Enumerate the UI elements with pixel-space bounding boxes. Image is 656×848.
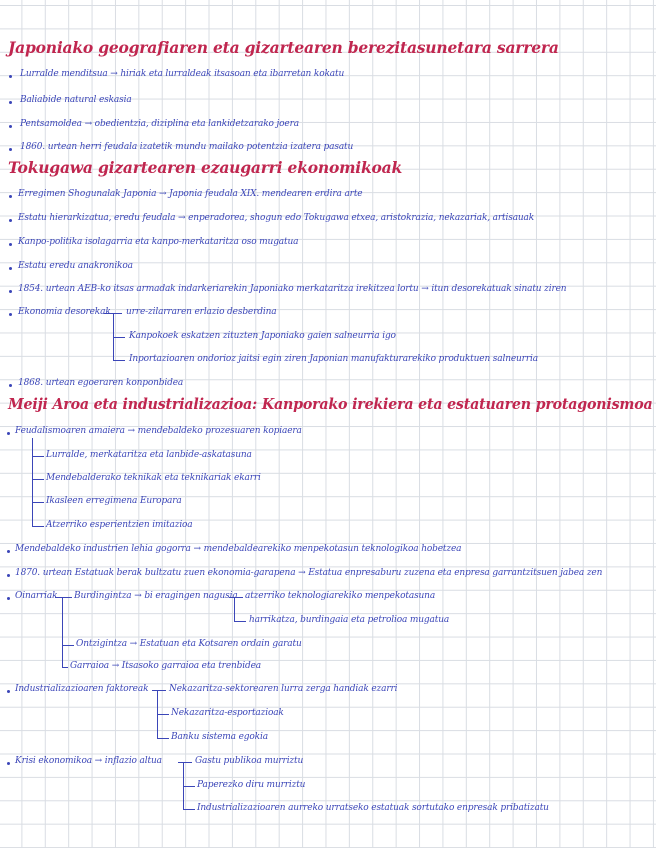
branch-line (62, 597, 63, 667)
note-line: Lurralde, merkataritza eta lanbide-askatasuna (46, 450, 252, 460)
bullet-dot (9, 125, 12, 128)
bullet-dot (7, 550, 10, 553)
note-line: Kanpokoek eskatzen zituzten Japoniako gaien salneurria igo (129, 331, 396, 341)
note-line: urre-zilarraren erlazio desberdina (126, 307, 277, 317)
bullet-dot (9, 267, 12, 270)
bullet-dot (9, 290, 12, 293)
bullet-dot (9, 219, 12, 222)
note-line: Gastu publikoa murriztu (195, 756, 304, 766)
note-line: Estatu hierarkizatua, eredu feudala → enperadorea, shogun edo Tokugawa etxea, aristokrazia, nekazariak, artisauak (18, 213, 535, 223)
branch-tick (55, 597, 72, 598)
note-line: Ekonomia desorekak (18, 307, 111, 317)
branch-tick (229, 597, 243, 598)
note-line: Nekazaritza-sektorearen lurra zerga handiak ezarri (169, 684, 398, 694)
note-line: 1870. urtean Estatuak berak bultzatu zuen ekonomia-garapena → Estatua enpresaburu zuzena eta enpresa garrantzitsuen jabea zen (15, 568, 603, 578)
branch-line (234, 597, 235, 621)
note-line: Krisi ekonomikoa → inflazio altua (15, 756, 162, 766)
note-line: Baliabide natural eskasia (20, 95, 132, 105)
branch-tick (157, 714, 169, 715)
branch-tick (32, 526, 44, 527)
note-line: Feudalismoaren amaiera → mendebaldeko prozesuaren kopiaera (15, 426, 302, 436)
note-line: Oinarriak (15, 591, 58, 601)
note-line: Garraioa → Itsasoko garraioa eta trenbidea (70, 661, 262, 671)
branch-tick (104, 313, 122, 314)
bullet-dot (7, 690, 10, 693)
note-line: Lurralde menditsua → hiriak eta lurraldeak itsasoan eta ibarretan kokatu (20, 69, 345, 79)
bullet-dot (7, 432, 10, 435)
branch-tick (178, 762, 192, 763)
note-line: Paperezko diru murriztu (197, 780, 306, 790)
bullet-dot (9, 384, 12, 387)
section-heading: Tokugawa gizartearen ezaugarri ekonomikoak (8, 158, 403, 177)
branch-tick (157, 738, 169, 739)
note-line: Ikasleen erregimena Europara (46, 496, 182, 506)
note-line: Pentsamoldea → obedientzia, diziplina eta lankidetzarako joera (20, 119, 299, 129)
bullet-dot (9, 243, 12, 246)
branch-tick (234, 621, 246, 622)
bullet-dot (9, 101, 12, 104)
note-line: Erregimen Shogunalak Japonia → Japonia feudala XIX. mendearen erdira arte (18, 189, 363, 199)
note-line: Mendebalderako teknikak eta teknikariak ekarri (46, 473, 261, 483)
note-line: 1854. urtean AEB-ko itsas armadak indarkeriarekin Japoniako merkataritza irekitzea lortu → itun desorekatuak sinatu ziren (18, 284, 567, 294)
bullet-dot (9, 313, 12, 316)
branch-tick (62, 667, 68, 668)
bullet-dot (7, 574, 10, 577)
bullet-dot (7, 762, 10, 765)
branch-tick (152, 690, 166, 691)
note-line: 1868. urtean egoeraren konponbidea (18, 378, 184, 388)
note-line: Ontzigintza → Estatuan eta Kotsaren ordain garatu (76, 639, 302, 649)
note-line: Mendebaldeko industrien lehia gogorra → mendebaldearekiko menpekotasun teknologikoa hobetzea (15, 544, 462, 554)
note-line: 1860. urtean herri feudala izatetik mundu mailako potentzia izatera pasatu (20, 142, 354, 152)
note-line: Industrializazioaren faktoreak (15, 684, 149, 694)
note-line: harrikatza, burdingaia eta petrolioa mugatua (249, 615, 450, 625)
note-line: Atzerriko esperientzien imitazioa (46, 520, 193, 530)
bullet-dot (9, 195, 12, 198)
bullet-dot (9, 75, 12, 78)
branch-tick (32, 456, 44, 457)
section-heading: Meiji Aroa eta industrializazioa: Kanporako irekiera eta estatuaren protagonismoa (8, 396, 653, 413)
note-line: Burdingintza → bi eragingen nagusia (74, 591, 238, 601)
branch-tick (113, 337, 125, 338)
branch-line (32, 438, 33, 526)
bullet-dot (9, 148, 12, 151)
branch-tick (183, 809, 195, 810)
branch-tick (183, 786, 195, 787)
branch-tick (62, 645, 74, 646)
note-line: Estatu eredu anakronikoa (18, 261, 133, 271)
note-line: atzerriko teknologiarekiko menpekotasuna (245, 591, 436, 601)
branch-tick (113, 360, 125, 361)
section-heading: Japoniako geografiaren eta gizartearen berezitasunetara sarrera (8, 38, 559, 57)
note-line: Banku sistema egokia (171, 732, 268, 742)
note-line: Industrializazioaren aurreko urratseko estatuak sortutako enpresak pribatizatu (197, 803, 549, 813)
branch-tick (32, 479, 44, 480)
bullet-dot (7, 597, 10, 600)
note-line: Inportazioaren ondorioz jaitsi egin ziren Japonian manufakturarekiko produktuen salneurria (129, 354, 538, 364)
note-line: Kanpo-politika isolagarria eta kanpo-merkataritza oso mugatua (18, 237, 299, 247)
note-line: Nekazaritza-esportazioak (171, 708, 284, 718)
branch-tick (32, 502, 44, 503)
